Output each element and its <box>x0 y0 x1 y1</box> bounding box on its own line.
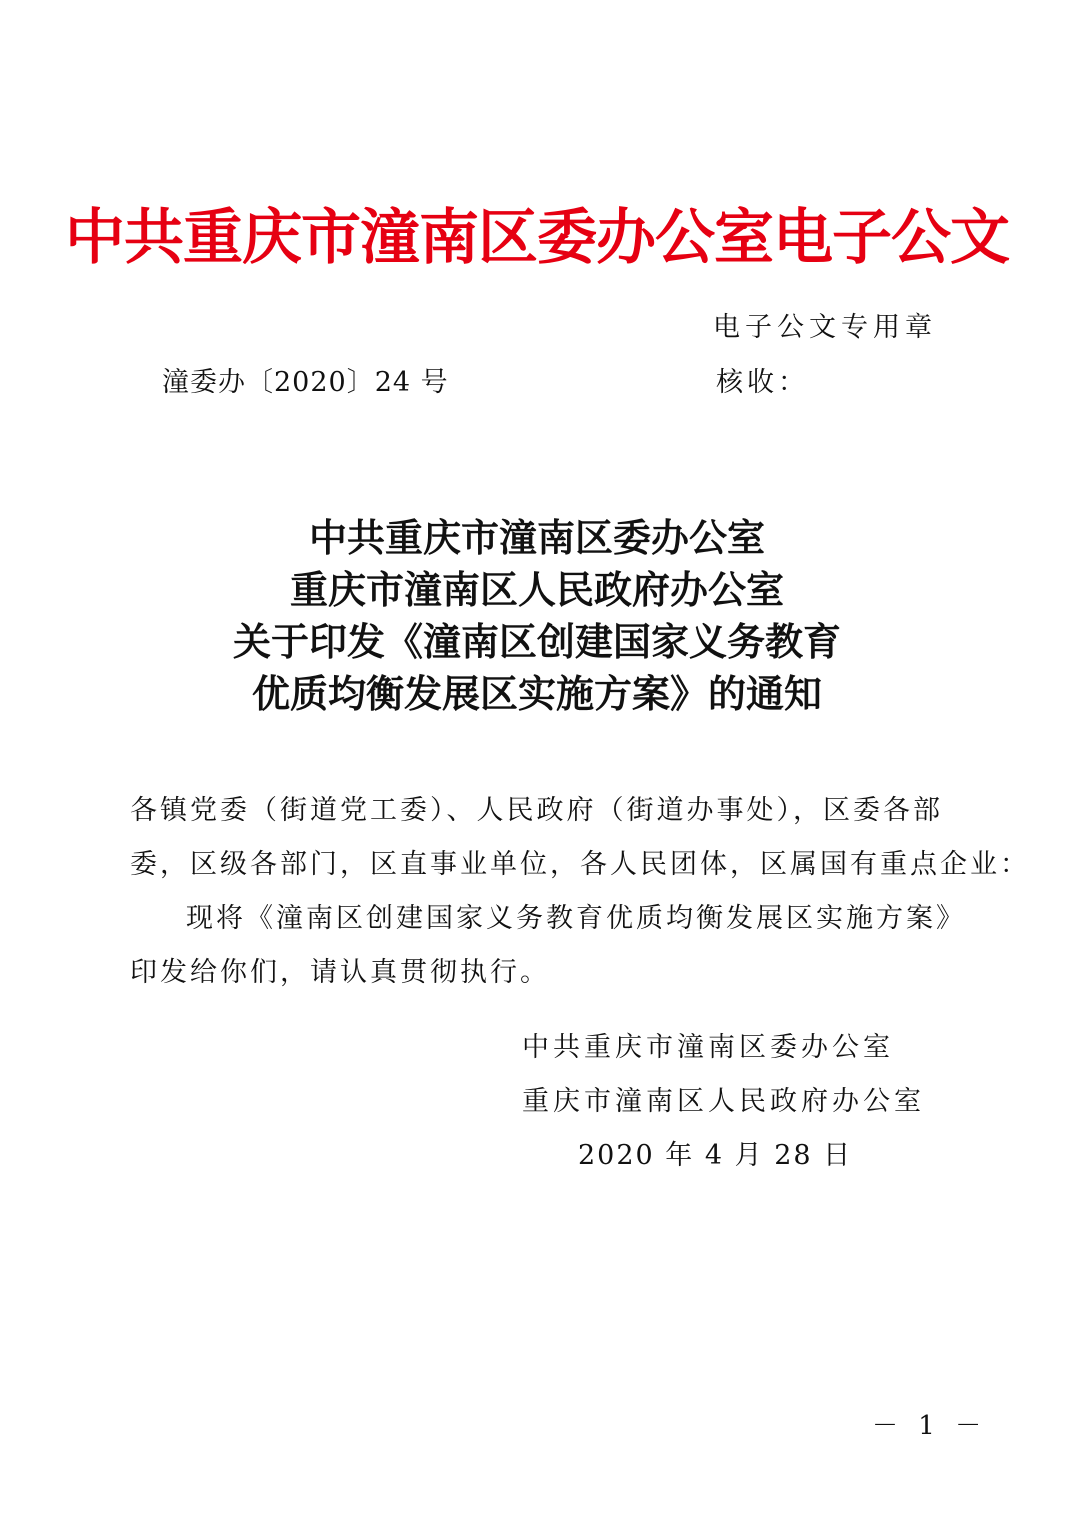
electronic-stamp-label: 电子公文专用章 <box>713 312 937 343</box>
signature-org: 重庆市潼南区人民政府办公室 <box>522 1086 925 1117</box>
signature-org: 中共重庆市潼南区委办公室 <box>522 1032 894 1063</box>
notice-title-line: 中共重庆市潼南区委办公室 <box>308 515 765 560</box>
signature-block <box>522 1021 925 1183</box>
page-number: － 1 － <box>872 1411 988 1441</box>
document-number: 潼委办〔2020〕24 号 <box>162 367 449 398</box>
receipt-label: 核收： <box>716 367 809 398</box>
notice-title-line: 优质均衡发展区实施方案》的通知 <box>251 671 822 716</box>
recipients-line: 委，区级各部门，区直事业单位，各人民团体，区属国有重点企业： <box>130 849 1030 880</box>
recipients-line: 各镇党委（街道党工委）、人民政府（街道办事处），区委各部 <box>130 795 943 826</box>
body-paragraph-line: 印发给你们，请认真贯彻执行。 <box>130 957 550 988</box>
notice-body <box>130 784 1030 1000</box>
notice-title-line: 重庆市潼南区人民政府办公室 <box>289 567 784 612</box>
notice-title <box>0 512 1074 720</box>
notice-title-line: 关于印发《潼南区创建国家义务教育 <box>232 619 841 664</box>
document-header-title: 中共重庆市潼南区委办公室电子公文 <box>65 203 1009 273</box>
signature-date: 2020 年 4 月 28 日 <box>578 1140 853 1171</box>
body-paragraph-line: 现将《潼南区创建国家义务教育优质均衡发展区实施方案》 <box>186 903 966 934</box>
